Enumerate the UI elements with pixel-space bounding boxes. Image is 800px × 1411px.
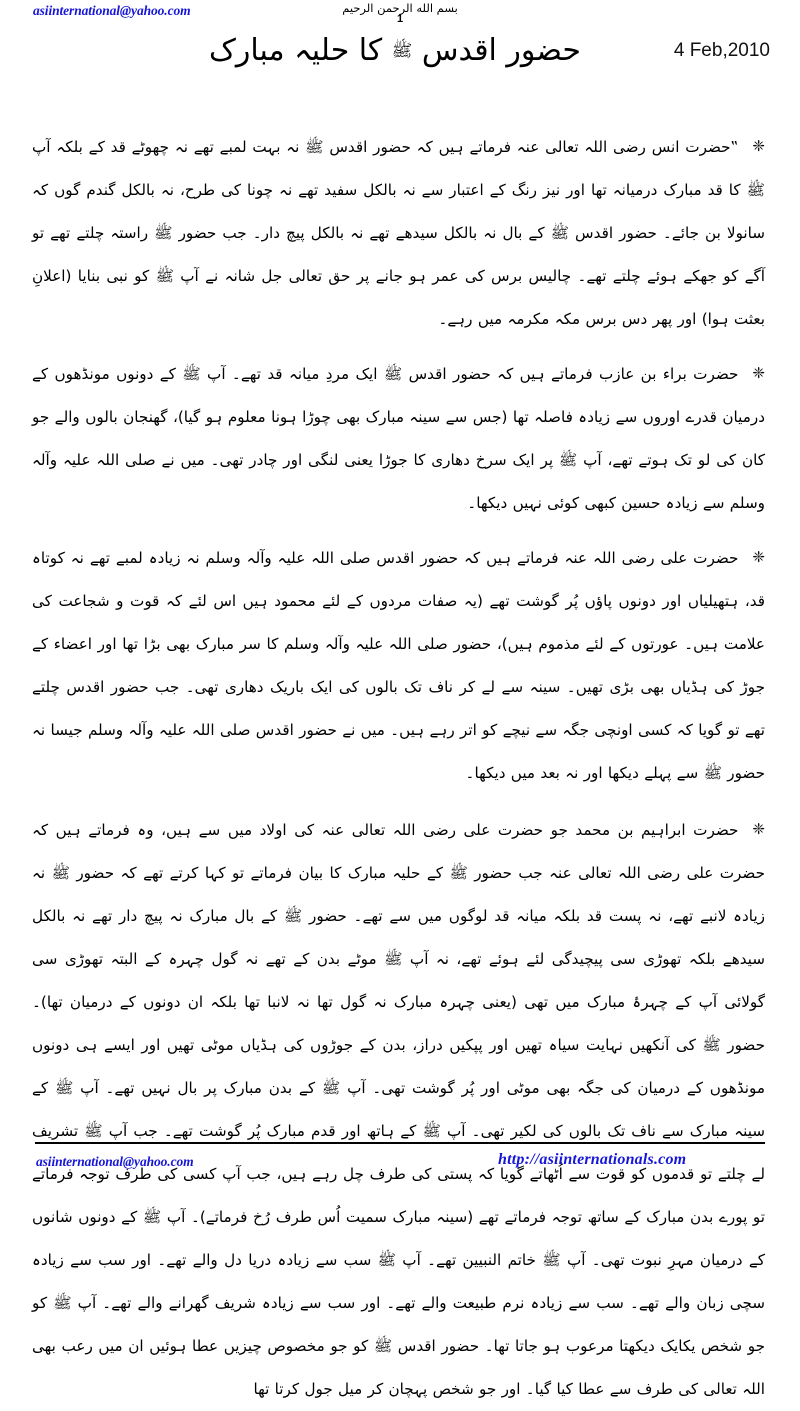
bullet-icon-4: ❈ [752,820,765,838]
paragraph-2 [0,353,800,525]
paragraph-3-text: حضرت علی رضی اللہ عنہ فرماتے ہیں کہ حضور اقدس صلی اللہ علیہ وآلہ وسلم نہ زیادہ لمبے تھے نہ کوتاہ قد، ہتھیلیاں اور دونوں پاؤں پُر گوشت تھے (یہ صفات مردوں کے لئے محمود ہیں اس لئے کہ قوت و شجاعت کی علامت ہیں۔ عورتوں کے لئے مذموم ہیں)، حضور صلی اللہ علیہ وآلہ وسلم کا سر مبارک بھی بڑا تھا اور اعضاء کے جوڑ کی ہڈیاں بھی بڑی تھیں۔ سینہ سے لے کر ناف تک بالوں کی ایک باریک دھاری تھی۔ جب حضور اقدس چلتے تھے تو گویا کہ کسی اونچی جگہ سے نیچے کو اتر رہے ہیں۔ میں نے حضور اقدس صلی اللہ علیہ وآلہ وسلم جیسا نہ حضور ﷺ سے پہلے دیکھا اور نہ بعد میں دیکھا۔ [32,549,765,782]
paragraph-3 [0,537,800,795]
honorific-icon: ﷺ [391,41,413,61]
paragraph-1-text: ‟حضرت انس رضی اللہ تعالی عنہ فرماتے ہیں کہ حضور اقدس ﷺ نہ بہت لمبے تھے نہ چھوٹے قد کے بلکہ آپ ﷺ کا قد مبارک درمیانہ تھا اور نیز رنگ کے اعتبار سے نہ بالکل سفید تھے نہ چونا کی طرح، نہ بالکل گندم گوں کہ سانولا بن جائے۔ حضور اقدس ﷺ کے بال نہ بالکل سیدھے تھے نہ بالکل پیچ دار۔ جب حضور ﷺ راستہ چلتے تھے تو آگے کو جھکے ہوئے چلتے تھے۔ چالیس برس کی عمر ہو جانے پر حق تعالی جل شانہ نے آپ ﷺ کو نبی بنایا (اعلانِ بعثت ہوا) اور پھر دس برس مکہ مکرمہ میں رہے۔ [32,138,765,328]
paragraph-1 [0,126,800,341]
bullet-icon-1: ❈ [752,137,765,155]
bullet-icon-2: ❈ [752,364,765,382]
footer-divider [35,1142,765,1144]
paragraph-4-text: حضرت ابراہیم بن محمد جو حضرت علی رضی اللہ تعالی عنہ کی اولاد میں سے ہیں، وہ فرماتے ہیں کہ حضرت علی رضی اللہ تعالی عنہ جب حضور ﷺ کے حلیہ مبارک کا بیان فرماتے تو کہا کرتے تھے کہ حضور ﷺ نہ زیادہ لانبے تھے، نہ پست قد بلکہ میانہ قد لوگوں میں سے تھے۔ حضور ﷺ کے بال مبارک نہ پیچ دار تھے نہ بالکل سیدھے بلکہ تھوڑی سی پیچیدگی لئے ہوئے تھے، نہ آپ ﷺ موٹے بدن کے تھے نہ گول چہرہ کے البتہ تھوڑی سی گولائی آپ کے چہرۂ مبارک میں تھی (یعنی چہرہ مبارک نہ گول تھا نہ لانبا تھا بلکہ ان دونوں کے درمیان تھا)۔ حضور ﷺ کی آنکھیں نہایت سیاہ تھیں اور پپکیں دراز، بدن کے جوڑوں کی ہڈیاں موٹی تھیں اور ایسے ہی دونوں مونڈھوں کے درمیان کی جگہ بھی موٹی اور پُر گوشت تھی۔ آپ ﷺ کے بدن مبارک پر بال نہیں تھے۔ آپ ﷺ کے سینہ مبارک سے ناف تک بالوں کی لکیر تھی۔ آپ ﷺ کے ہاتھ اور قدم مبارک پُر گوشت تھے۔ جب آپ ﷺ تشریف لے چلتے تو قدموں کو قوت سے اُٹھاتے گویا کہ پستی کی طرف چل رہے ہیں، جب آپ کسی کی طرف توجہ فرماتے تو پورے بدن مبارک کے ساتھ توجہ فرماتے تھے (سینہ مبارک سمیت اُس طرف رُخ فرماتے)۔ آپ ﷺ کے دونوں شانوں کے درمیان مہرِ نبوت تھی۔ آپ ﷺ خاتم النبیین تھے۔ آپ ﷺ سب سے زیادہ دریا دل والے تھے۔ اور سب سے زیادہ سچی زبان والے تھے۔ سب سے زیادہ نرم طبیعت والے تھے۔ اور سب سے زیادہ شریف گھرانے والے تھے۔ آپ ﷺ کو جو شخص یکایک دیکھتا مرعوب ہو جاتا تھا۔ حضور اقدس ﷺ کو جو مخصوص چیزیں عطا ہوئیں ان میں رعب بھی اللہ تعالی کی طرف سے عطا کیا گیا۔ اور جو شخص پہچان کر میل جول کرتا تھا [32,821,765,1398]
bullet-icon-3: ❈ [752,548,765,566]
page-title-after: کا حلیہ مبارک [209,33,392,68]
page-number: 1 [396,13,404,25]
page-footer [0,1142,800,1200]
footer-website-link[interactable]: http://asiinternationals.com [498,1151,687,1168]
paragraph-2-text: حضرت براء بن عازب فرماتے ہیں کہ حضور اقدس ﷺ ایک مردِ میانہ قد تھے۔ آپ ﷺ کے دونوں مونڈھوں کے درمیان قدرے اوروں سے زیادہ فاصلہ تھا (جس سے سینہ مبارک بھی چوڑا ہونا معلوم ہو گیا)، گھنجان بالوں والے جو کان کی لو تک ہوتے تھے، آپ ﷺ پر ایک سرخ دھاری کا جوڑا یعنی لنگی اور چادر تھی۔ میں نے صلی اللہ علیہ وآلہ وسلم سے زیادہ حسین کبھی کوئی نہیں دیکھا۔ [32,365,765,512]
paragraph-4 [0,809,800,1411]
footer-email-link[interactable]: asiinternational@yahoo.com [36,1154,194,1169]
document-date: 4 Feb,2010 [673,40,770,61]
bismillah-text: بسم الله الرحمن الرحيم [342,1,458,15]
header-email-link[interactable]: asiinternational@yahoo.com [33,3,191,18]
page-title [170,30,620,72]
page-title-before: حضور اقدس [412,33,581,68]
page-header [0,0,800,118]
